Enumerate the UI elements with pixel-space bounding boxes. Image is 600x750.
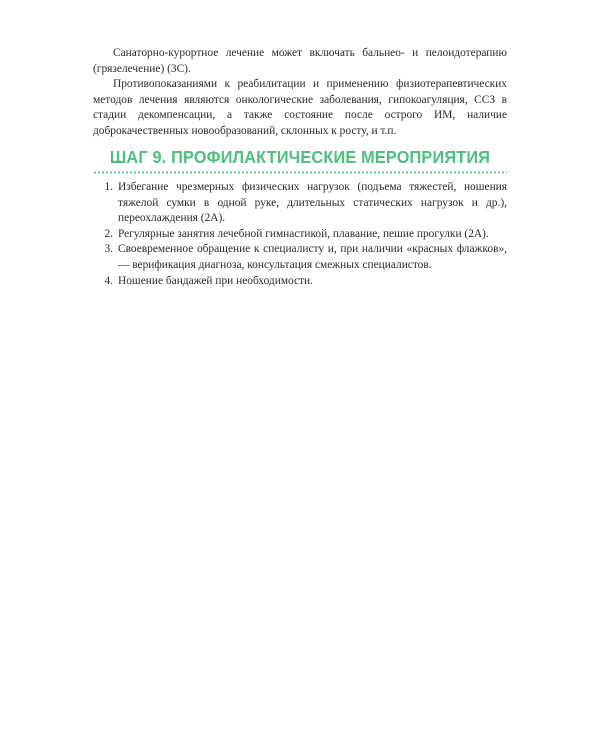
list-item-text: Регулярные занятия лечебной гимнастикой, плавание, пешие прогулки (2А).: [118, 227, 489, 240]
list-item-text: Ношение бандажей при необходимости.: [118, 274, 313, 287]
list-item: [93, 180, 507, 227]
prevention-list: [93, 180, 507, 289]
section-heading: ШАГ 9. ПРОФИЛАКТИЧЕСКИЕ МЕРОПРИЯТИЯ: [109, 147, 491, 167]
dotted-divider: [93, 171, 507, 174]
list-item-text: Избегание чрезмерных физических нагрузок (подъема тяжестей, ношения тяжелой сумки в одной руке, длительных статических нагрузок и др.), переохлаждения (2А).: [118, 181, 507, 225]
list-item: [93, 242, 507, 273]
list-item: [93, 227, 507, 243]
list-item-number: 2.: [104, 227, 113, 240]
paragraph-text: Противопоказаниями к реабилитации и применению физиотерапевтических методов лечения являются онкологические заболевания, гипокоагуляция, ССЗ в стадии декомпенсации, а также состояние после острого ИМ, наличие доброкачественных новообразований, склонных к росту, и т.п.: [93, 78, 507, 137]
list-item-number: 1.: [104, 181, 113, 193]
list-item: [93, 274, 507, 290]
paragraph-contraindications: [93, 77, 507, 139]
list-item-text: Своевременное обращение к специалисту и, при наличии «красных флажков», — верификация диагноза, консультация смежных специалистов.: [118, 243, 507, 271]
list-item-number: 4.: [104, 274, 113, 287]
list-item-number: 3.: [104, 243, 113, 256]
paragraph-text: Санаторно-курортное лечение может включать бальнео- и пелоидотерапию (грязелечение) (3С).: [93, 47, 507, 75]
paragraph-spa-treatment: [93, 46, 507, 77]
